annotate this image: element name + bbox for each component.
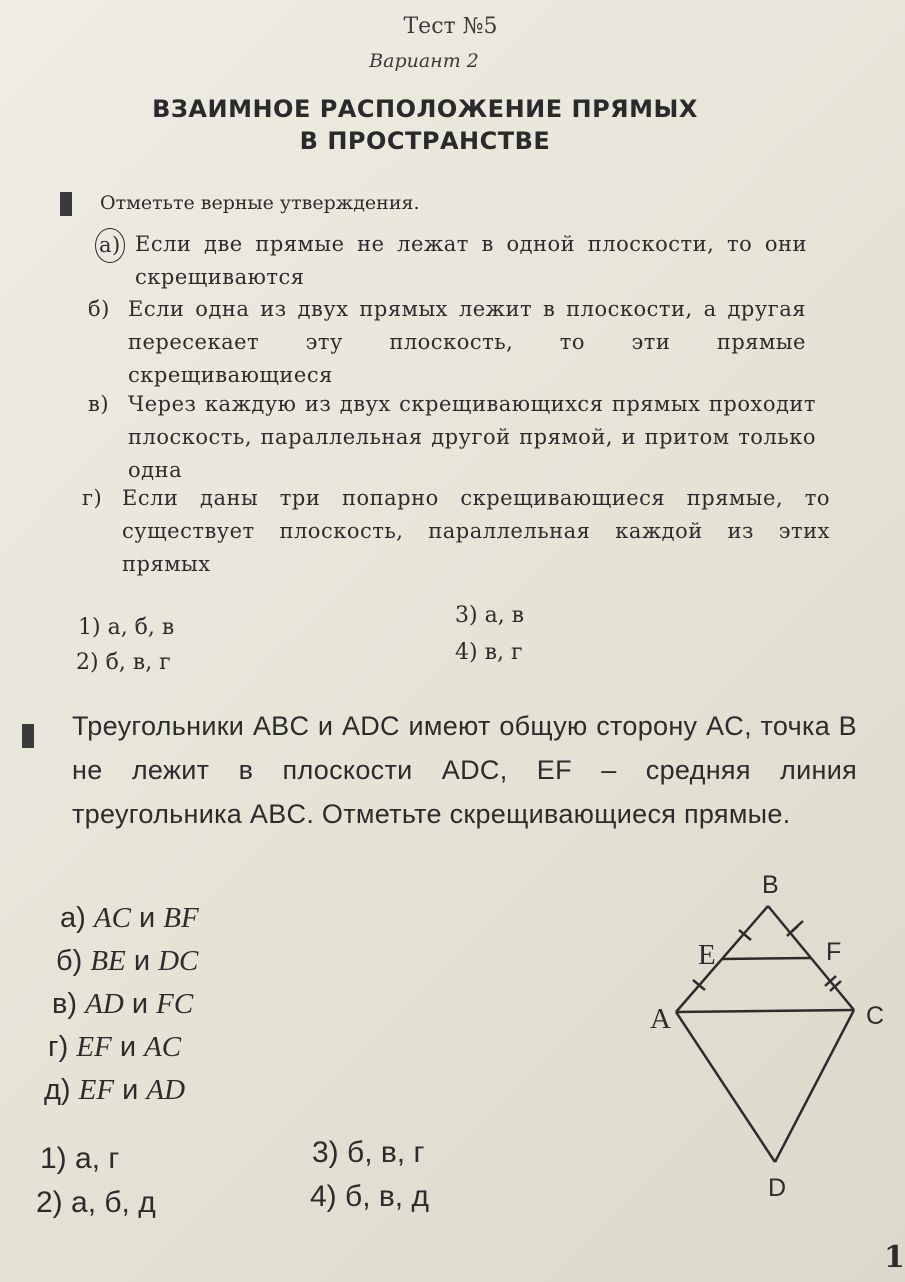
option-label: в) — [88, 392, 110, 416]
line-2: FC — [156, 988, 194, 1020]
variant-label: Вариант 2 — [369, 50, 479, 72]
question-1-marker — [60, 192, 72, 216]
question-1-option-b — [88, 293, 806, 392]
point-label-B: B — [762, 871, 779, 899]
question-2-option-a — [60, 896, 199, 940]
option-label: в) — [52, 988, 78, 1020]
question-2-option-v — [52, 982, 193, 1026]
option-text: Если две прямые не лежат в одной плоскости, то они скрещиваются — [135, 232, 807, 289]
option-label: б) — [88, 297, 110, 321]
option-label: г) — [82, 486, 103, 510]
point-label-F: F — [826, 938, 842, 966]
question-1-answer-3: 3) а, в — [455, 603, 525, 628]
line-2: AD — [146, 1074, 186, 1106]
line-1: EF — [78, 1074, 115, 1106]
midline-EF — [722, 958, 811, 959]
title-line-2: В ПРОСТРАНСТВЕ — [299, 127, 551, 155]
option-label: г) — [48, 1031, 69, 1063]
tick-mark — [792, 921, 803, 931]
question-2-marker — [22, 724, 34, 748]
question-2-answer-3: 3) б, в, г — [312, 1136, 425, 1169]
line-1: EF — [76, 1031, 112, 1063]
line-2: DC — [158, 945, 199, 977]
question-1-prompt: Отметьте верные утверждения. — [100, 192, 420, 214]
page-number: 1 — [884, 1240, 905, 1275]
line-1: AD — [85, 988, 124, 1020]
option-label: б) — [56, 945, 83, 977]
page-title — [0, 93, 850, 157]
line-2: BF — [163, 902, 199, 934]
option-text: Если даны три попарно скрещивающиеся прямые, то существует плоскость, параллельная каждой из этих прямых — [122, 486, 830, 576]
edge-AC — [676, 1010, 854, 1012]
conjunction: и — [122, 1074, 139, 1106]
question-1-answer-4: 4) в, г — [455, 640, 523, 665]
line-2: AC — [144, 1031, 182, 1063]
option-text: Если одна из двух прямых лежит в плоскости, а другая пересекает эту плоскость, то эти прямые скрещивающиеся — [128, 297, 806, 387]
conjunction: и — [119, 1031, 137, 1063]
question-2-answer-4: 4) б, в, д — [310, 1180, 429, 1213]
point-label-E: E — [698, 939, 716, 971]
point-label-D: D — [768, 1174, 787, 1202]
conjunction: и — [133, 945, 151, 977]
question-1-option-a — [95, 228, 807, 294]
option-label: а) — [60, 902, 86, 934]
triangle-figure — [640, 860, 900, 1220]
question-1-answer-2: 2) б, в, г — [76, 650, 171, 675]
option-label: д) — [44, 1074, 71, 1106]
question-1-option-g — [82, 482, 830, 581]
question-2-answer-1: 1) а, г — [40, 1142, 120, 1175]
conjunction: и — [131, 988, 149, 1020]
question-2-option-b — [56, 939, 198, 983]
question-2-text: Треугольники ABC и ADC имеют общую сторону AC, точка B не лежит в плоскости ADC, EF – средняя линия треугольника ABC. Отметьте скрещивающиеся прямые. — [72, 711, 857, 829]
edge-CD — [775, 1010, 854, 1162]
question-2-answer-2: 2) а, б, д — [36, 1186, 156, 1219]
point-label-A: A — [650, 1003, 671, 1035]
option-label-circled: а) — [95, 228, 125, 263]
conjunction: и — [138, 902, 156, 934]
option-text: Через каждую из двух скрещивающихся прямых проходит плоскость, параллельная другой прямой, и притом только одна — [128, 392, 816, 482]
question-2-option-g — [48, 1025, 181, 1069]
question-1-option-v — [88, 388, 816, 487]
point-label-C: C — [866, 1002, 885, 1030]
test-number: Тест №5 — [403, 14, 498, 39]
edge-AD — [676, 1012, 775, 1162]
title-line-1: ВЗАИМНОЕ РАСПОЛОЖЕНИЕ ПРЯМЫХ — [152, 95, 698, 123]
line-1: BE — [90, 945, 126, 977]
question-2-option-d — [44, 1068, 185, 1112]
line-1: AC — [93, 902, 131, 934]
question-1-answer-1: 1) а, б, в — [78, 615, 175, 640]
